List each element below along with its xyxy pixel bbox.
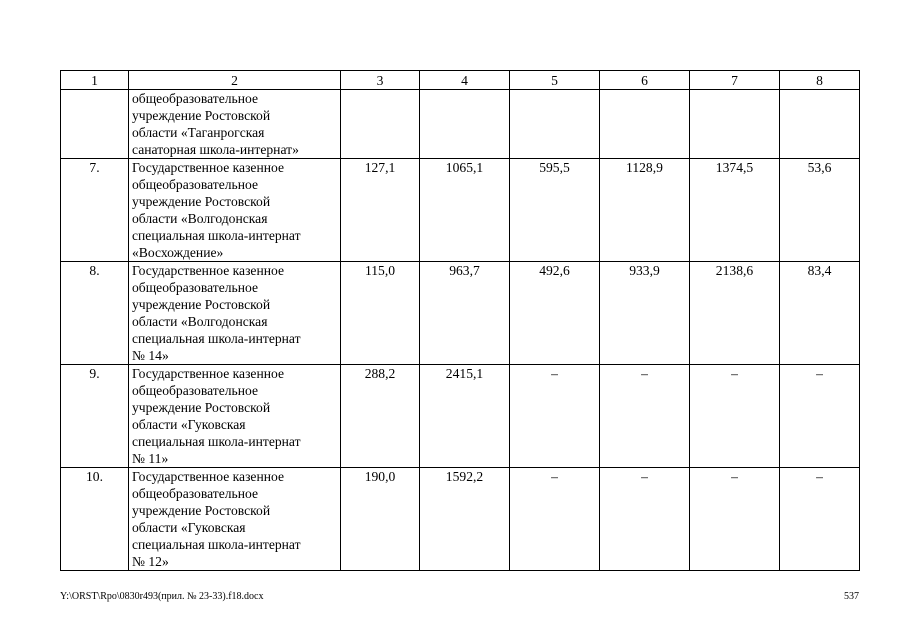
page-number: 537 <box>844 591 859 602</box>
footer-file-path: Y:\ORST\Rpo\0830r493(прил. № 23-33).f18.docx <box>60 591 264 602</box>
value-cell: – <box>690 468 780 571</box>
value-cell: 115,0 <box>341 262 420 365</box>
value-cell: – <box>600 468 690 571</box>
header-cell: 1 <box>61 71 129 90</box>
value-cell <box>600 90 690 159</box>
value-cell: 288,2 <box>341 365 420 468</box>
table-row <box>61 90 860 159</box>
value-cell: 2415,1 <box>420 365 510 468</box>
table-row <box>61 365 860 468</box>
header-cell: 7 <box>690 71 780 90</box>
institution-name: Государственное казенное общеобразовательное учреждение Ростовской области «Волгодонская специальная школа-интернат № 14» <box>129 262 341 365</box>
value-cell: 1065,1 <box>420 159 510 262</box>
institution-name: Государственное казенное общеобразовательное учреждение Ростовской области «Гуковская специальная школа-интернат № 12» <box>129 468 341 571</box>
table-row <box>61 159 860 262</box>
value-cell: 1374,5 <box>690 159 780 262</box>
value-cell: 190,0 <box>341 468 420 571</box>
header-cell: 8 <box>780 71 860 90</box>
institution-name: общеобразовательное учреждение Ростовской области «Таганрогская санаторная школа-интернат» <box>129 90 341 159</box>
header-cell: 3 <box>341 71 420 90</box>
value-cell: 595,5 <box>510 159 600 262</box>
value-cell: 492,6 <box>510 262 600 365</box>
value-cell: 83,4 <box>780 262 860 365</box>
value-cell: – <box>510 365 600 468</box>
value-cell <box>420 90 510 159</box>
row-number: 8. <box>61 262 129 365</box>
header-row <box>61 71 860 90</box>
table-row <box>61 468 860 571</box>
value-cell <box>341 90 420 159</box>
value-cell: 1592,2 <box>420 468 510 571</box>
value-cell <box>510 90 600 159</box>
row-number: 10. <box>61 468 129 571</box>
row-number: 9. <box>61 365 129 468</box>
header-cell: 4 <box>420 71 510 90</box>
value-cell: – <box>510 468 600 571</box>
value-cell <box>690 90 780 159</box>
value-cell: – <box>780 468 860 571</box>
row-number <box>61 90 129 159</box>
value-cell: – <box>690 365 780 468</box>
value-cell: 127,1 <box>341 159 420 262</box>
table-row <box>61 262 860 365</box>
header-cell: 2 <box>129 71 341 90</box>
row-number: 7. <box>61 159 129 262</box>
institution-name: Государственное казенное общеобразовательное учреждение Ростовской области «Гуковская специальная школа-интернат № 11» <box>129 365 341 468</box>
value-cell: 1128,9 <box>600 159 690 262</box>
value-cell: – <box>600 365 690 468</box>
value-cell: 933,9 <box>600 262 690 365</box>
header-cell: 5 <box>510 71 600 90</box>
institution-name: Государственное казенное общеобразовательное учреждение Ростовской области «Волгодонская специальная школа-интернат «Восхождение» <box>129 159 341 262</box>
value-cell <box>780 90 860 159</box>
value-cell: 2138,6 <box>690 262 780 365</box>
value-cell: – <box>780 365 860 468</box>
header-cell: 6 <box>600 71 690 90</box>
value-cell: 963,7 <box>420 262 510 365</box>
data-table <box>60 70 860 571</box>
value-cell: 53,6 <box>780 159 860 262</box>
